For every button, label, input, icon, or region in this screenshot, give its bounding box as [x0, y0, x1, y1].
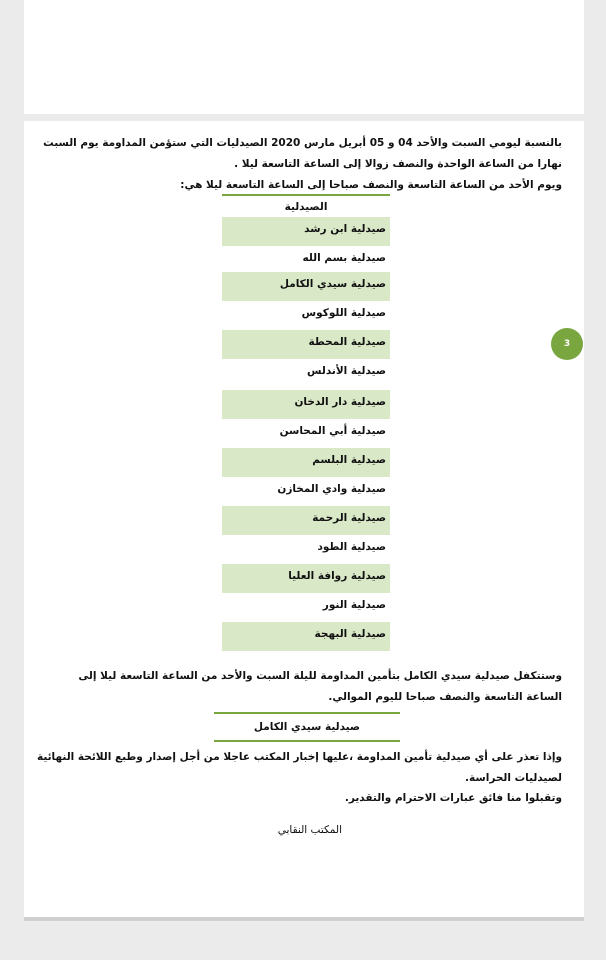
- closing-line-1: وإذا تعذر على أي صيدلية تأمين المداومة ،عليها إخبار المكتب عاجلا من أجل إصدار وطبع اللائحة النهائية: [36, 751, 562, 763]
- table-row: صيدلية ابن رشد: [222, 217, 390, 246]
- table-row: صيدلية الرحمة: [222, 506, 390, 535]
- signature: المكتب النقابي: [277, 824, 342, 836]
- table-row: صيدلية دار الدخان: [222, 390, 390, 419]
- night-pharmacy-bottom-rule: [214, 740, 400, 742]
- table-row: صيدلية النور: [322, 599, 386, 611]
- page-number-badge: 3: [551, 328, 583, 360]
- table-row: صيدلية وادي المخازن: [277, 483, 386, 495]
- intro-line-2: نهارا من الساعة الواحدة والنصف زوالا إلى الساعة التاسعة ليلا .: [234, 158, 562, 170]
- table-row: صيدلية البهجة: [222, 622, 390, 651]
- page-edge: [24, 917, 584, 921]
- table-row: صيدلية المحطة: [222, 330, 390, 359]
- intro-line-3: ويوم الأحد من الساعة التاسعة والنصف صباحا إلى الساعة التاسعة ليلا هي:: [180, 179, 562, 191]
- table-header: الصيدلية: [284, 201, 328, 213]
- table-top-rule: [222, 194, 390, 196]
- night-line-1: وستتكفل صيدلية سيدي الكامل بتأمين المداومة لليلة السبت والأحد من الساعة التاسعة ليلا إلى: [78, 670, 562, 682]
- closing-line-3: وتقبلوا منا فائق عبارات الاحترام والتقدير.: [344, 792, 562, 804]
- table-row: صيدلية روافة العليا: [222, 564, 390, 593]
- previous-page: [24, 0, 584, 114]
- table-row: صيدلية سيدي الكامل: [222, 272, 390, 301]
- table-row: صيدلية بسم الله: [302, 252, 386, 264]
- night-line-2: الساعة التاسعة والنصف صباحا لليوم الموالي.: [328, 691, 562, 703]
- table-row: صيدلية أبي المحاسن: [279, 425, 386, 437]
- closing-line-2: لصيدليات الحراسة.: [465, 772, 562, 784]
- night-pharmacy-name: صيدلية سيدي الكامل: [253, 721, 361, 733]
- intro-line-1: بالنسبة ليومي السبت والأحد 04 و 05 أبريل مارس 2020 الصيدليات التي ستؤمن المداومة يوم السبت: [43, 137, 562, 149]
- table-row: صيدلية البلسم: [222, 448, 390, 477]
- table-row: صيدلية اللوكوس: [301, 307, 386, 319]
- table-row: صيدلية الأندلس: [307, 365, 386, 377]
- table-row: صيدلية الطود: [317, 541, 386, 553]
